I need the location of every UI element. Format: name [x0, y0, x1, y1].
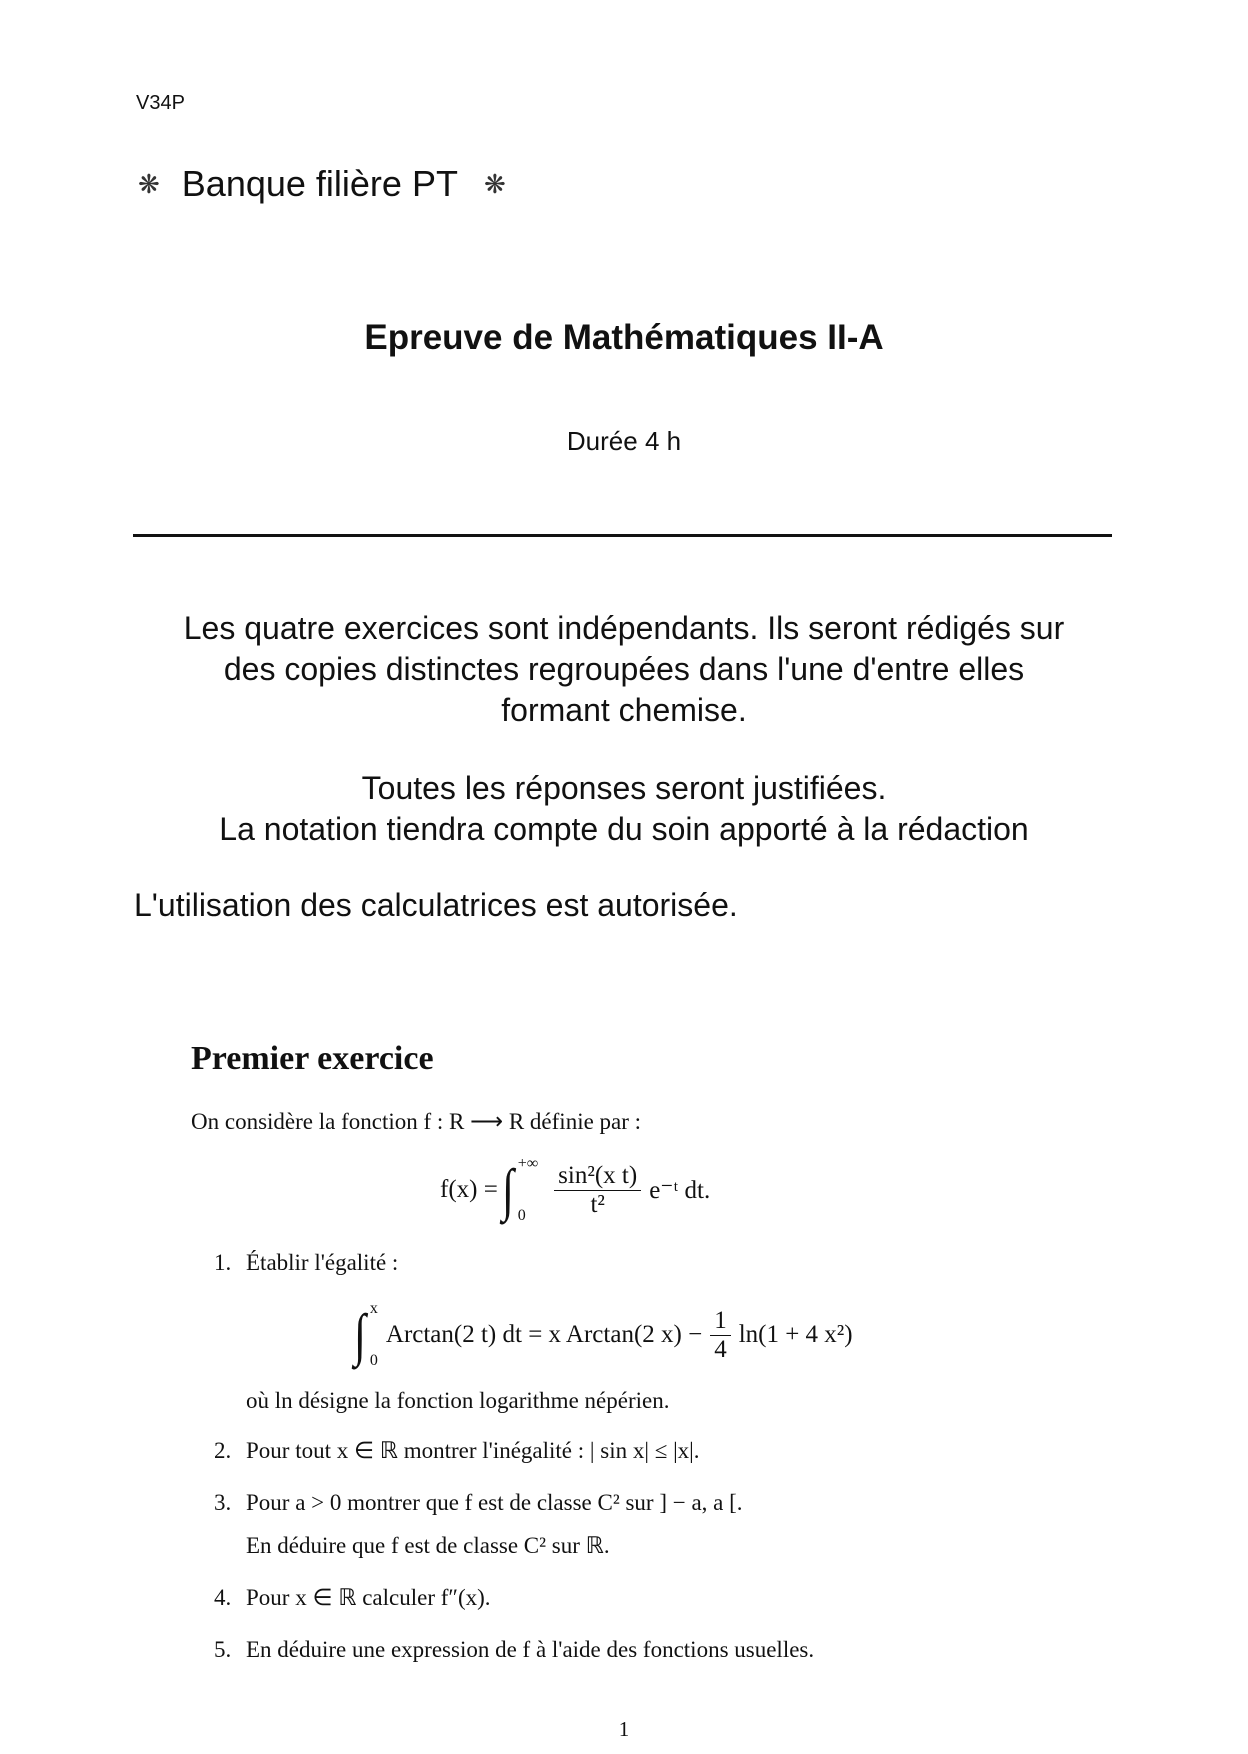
lower-limit: 0 [369, 1352, 378, 1369]
lower-limit: 0 [517, 1207, 526, 1224]
upper-limit: x [369, 1300, 378, 1317]
question-2: 2. Pour tout x ∈ ℝ montrer l'inégalité : | sin x| ≤ |x|. [214, 1438, 700, 1463]
instruction-line: des copies distinctes regroupées dans l'une d'entre elles [223, 651, 1025, 687]
grading-block [0, 768, 1248, 850]
instruction-line: Toutes les réponses seront justifiées. [361, 770, 887, 806]
denominator: t² [590, 1190, 605, 1218]
instructions-block [0, 608, 1248, 731]
duration: Durée 4 h [566, 426, 682, 456]
definition-equation [440, 1155, 710, 1225]
fraction [710, 1307, 731, 1364]
denominator: 4 [714, 1335, 727, 1363]
question-1-note: où ln désigne la fonction logarithme népérien. [246, 1388, 670, 1413]
horizontal-rule [133, 534, 1112, 537]
upper-limit: +∞ [517, 1155, 539, 1172]
question-1: 1. Établir l'égalité : [214, 1250, 399, 1275]
question-3-continued: En déduire que f est de classe C² sur ℝ. [246, 1533, 610, 1558]
snowflake-icon: ❋ [483, 168, 506, 199]
instruction-line: La notation tiendra compte du soin apporté à la rédaction [219, 811, 1029, 847]
fraction [554, 1162, 641, 1219]
eq-rest: e⁻ᵗ dt. [649, 1177, 711, 1204]
numerator: sin²(x t) [554, 1162, 641, 1191]
integral-sign: ∫ [501, 1157, 514, 1222]
page-number: 1 [618, 1717, 630, 1741]
exercise-intro: On considère la fonction f : R ⟶ R définie par : [191, 1109, 642, 1134]
integral-limits [518, 1155, 538, 1225]
banque-label: Banque filière PT [181, 163, 458, 204]
question-5: 5. En déduire une expression de f à l'aide des fonctions usuelles. [214, 1637, 815, 1662]
banque-heading [138, 163, 506, 205]
instruction-line: formant chemise. [501, 692, 747, 728]
eq-lhs: f(x) = [440, 1176, 498, 1203]
instruction-line: Les quatre exercices sont indépendants. Ils seront rédigés sur [183, 610, 1065, 646]
question-4: 4. Pour x ∈ ℝ calculer f″(x). [214, 1585, 491, 1610]
exercise-title: Premier exercice [191, 1040, 434, 1077]
exam-code: V34P [136, 92, 185, 114]
question-3: 3. Pour a > 0 montrer que f est de classe C² sur ] − a, a [. [214, 1490, 743, 1515]
integral-sign: ∫ [353, 1302, 366, 1367]
page-title: Epreuve de Mathématiques II-A [364, 318, 884, 357]
integrand: Arctan(2 t) dt = x Arctan(2 x) − [385, 1321, 703, 1348]
eq-rest: ln(1 + 4 x²) [738, 1321, 853, 1348]
arctan-equation [350, 1300, 853, 1370]
integral-limits [370, 1300, 378, 1370]
snowflake-icon: ❋ [138, 168, 160, 199]
calculator-note: L'utilisation des calculatrices est autorisée. [134, 887, 738, 923]
numerator: 1 [710, 1307, 731, 1336]
